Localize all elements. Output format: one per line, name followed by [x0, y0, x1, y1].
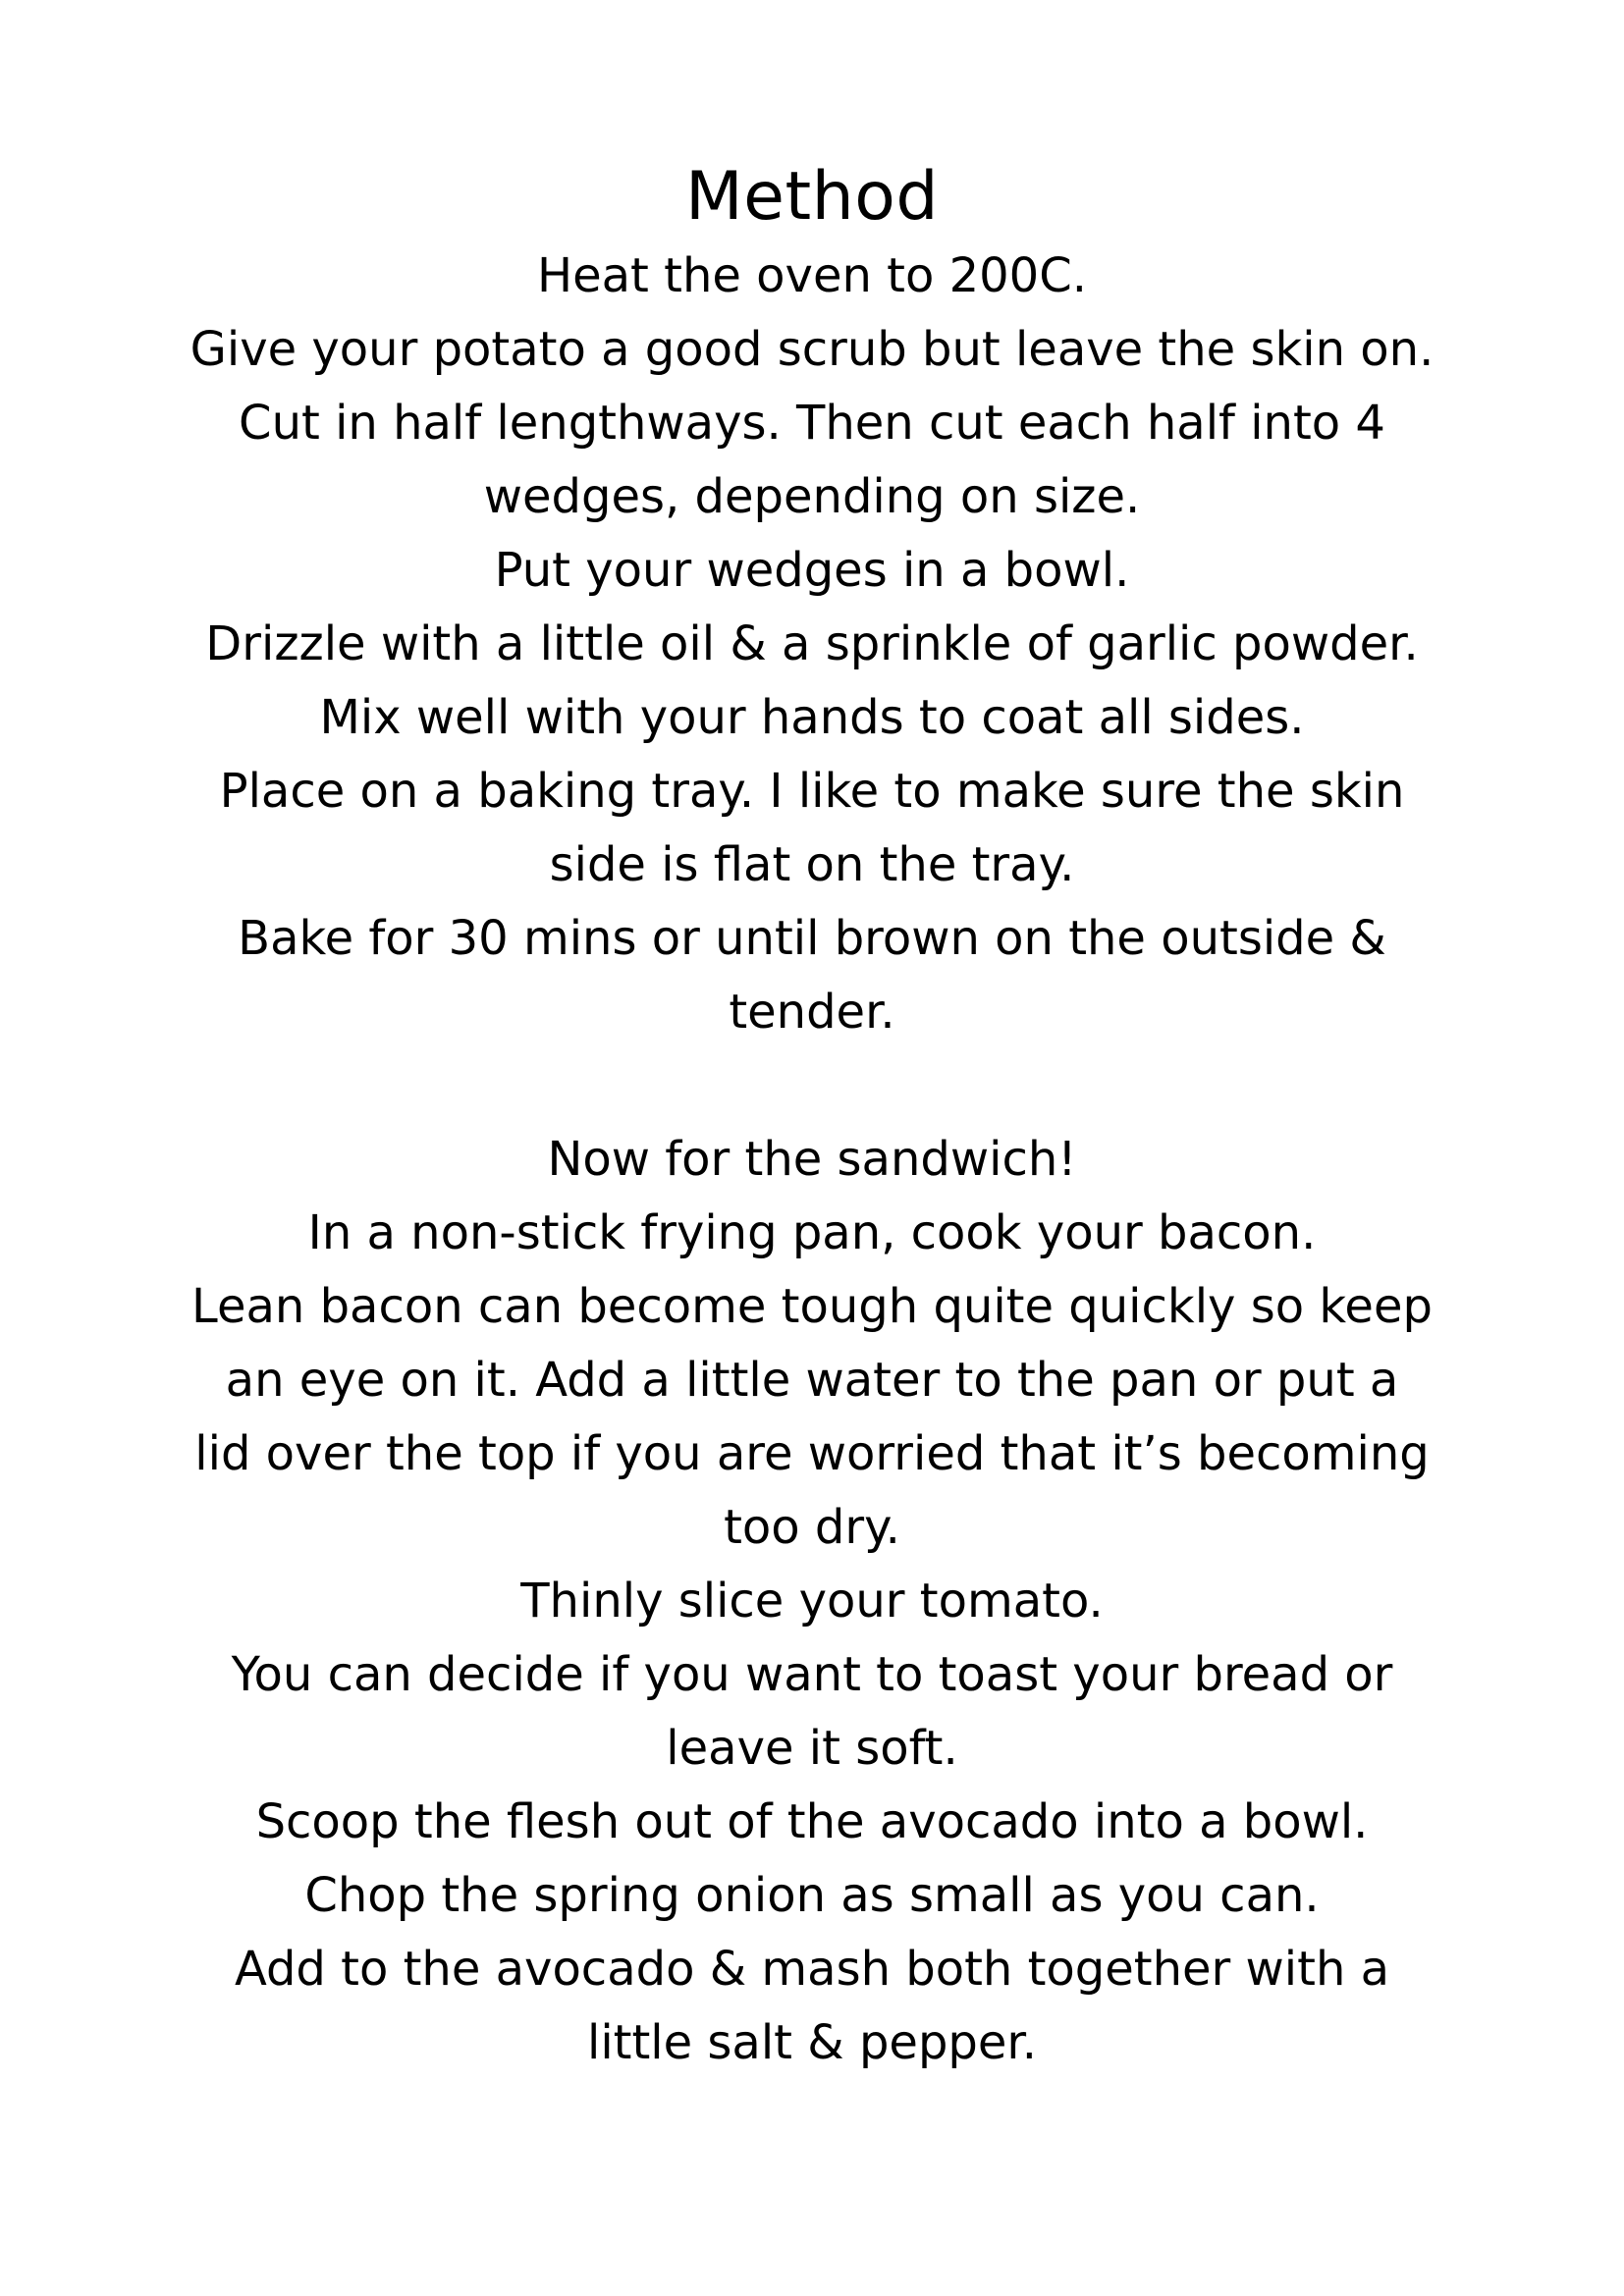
instruction-line: Put your wedges in a bowl.	[494, 543, 1130, 598]
instruction-line: Cut in half lengthways. Then cut each half into 4	[239, 396, 1385, 451]
instruction-line: tender.	[729, 985, 895, 1040]
instruction-line: In a non-stick frying pan, cook your bacon.	[307, 1205, 1317, 1260]
instruction-line: side is flat on the tray.	[549, 837, 1075, 892]
instruction-line: Drizzle with a little oil & a sprinkle of garlic powder.	[205, 616, 1419, 671]
instruction-line: You can decide if you want to toast your bread or	[231, 1647, 1393, 1702]
paragraph-spacer	[128, 1049, 1496, 1123]
sandwich-instructions	[128, 1123, 1496, 2080]
instruction-line: leave it soft.	[666, 1721, 958, 1776]
instruction-line: Add to the avocado & mash both together with a	[234, 1942, 1390, 1997]
method-section	[128, 155, 1496, 2080]
instruction-line: lid over the top if you are worried that it’s becoming	[194, 1426, 1430, 1481]
instruction-line: Lean bacon can become tough quite quickly so keep	[191, 1279, 1433, 1334]
instruction-line: little salt & pepper.	[586, 2015, 1037, 2070]
instruction-line: Now for the sandwich!	[547, 1132, 1077, 1187]
instruction-line: wedges, depending on size.	[483, 469, 1141, 524]
method-heading: Method	[684, 158, 940, 236]
instruction-line: Bake for 30 mins or until brown on the outside &	[238, 911, 1386, 966]
instruction-line: Mix well with your hands to coat all sides.	[319, 690, 1305, 745]
wedges-instructions	[128, 240, 1496, 1049]
instruction-line: Place on a baking tray. I like to make sure the skin	[219, 764, 1405, 819]
instruction-line: Heat the oven to 200C.	[537, 248, 1087, 303]
instruction-line: Scoop the flesh out of the avocado into a bowl.	[255, 1794, 1369, 1849]
instruction-line: Give your potato a good scrub but leave the skin on.	[189, 322, 1435, 377]
instruction-line: too dry.	[724, 1500, 900, 1555]
instruction-line: an eye on it. Add a little water to the pan or put a	[225, 1353, 1399, 1408]
instruction-line: Chop the spring onion as small as you can.	[304, 1868, 1320, 1923]
instruction-line: Thinly slice your tomato.	[520, 1574, 1104, 1629]
